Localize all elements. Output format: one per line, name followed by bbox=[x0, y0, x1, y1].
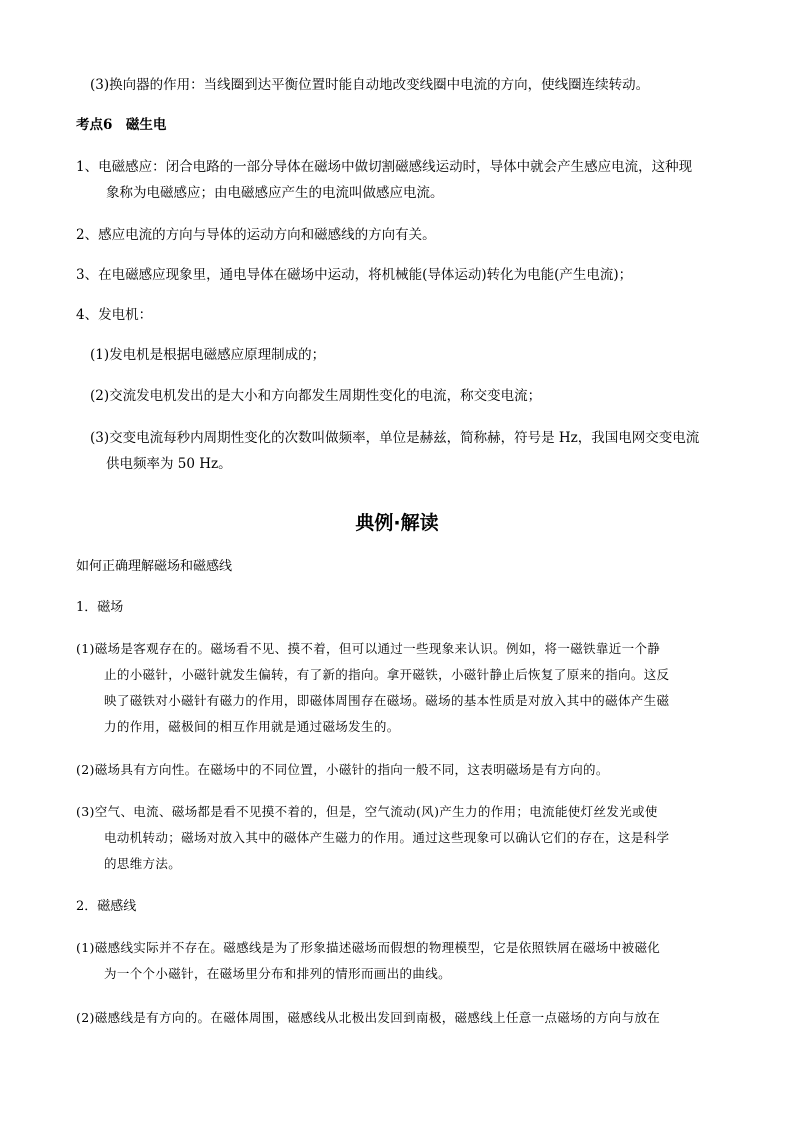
commutator-function-line: (3)换向器的作用：当线圈到达平衡位置时能自动地改变线圈中电流的方向，使线圈连续转动。 bbox=[90, 77, 650, 93]
magnetic-field-point-1-line-3: 映了磁铁对小磁针有磁力的作用，即磁体周围存在磁场。磁场的基本性质是对放入其中的磁体产生磁 bbox=[104, 693, 670, 708]
generator-item-3-line-1: (3)交变电流每秒内周期性变化的次数叫做频率，单位是赫兹，简称赫，符号是 Hz，我国电网交变电流 bbox=[90, 430, 700, 446]
generator-item-3-line-2: 供电频率为 50 Hz。 bbox=[106, 456, 232, 472]
generator-heading: 4、发电机： bbox=[76, 307, 153, 323]
magnetic-field-point-2: (2)磁场具有方向性。在磁场中的不同位置，小磁针的指向一般不同，这表明磁场是有方向的。 bbox=[76, 762, 609, 777]
magnetic-field-point-1-line-1: (1)磁场是客观存在的。磁场看不见、摸不着，但可以通过一些现象来认识。例如，将一磁铁靠近一个静 bbox=[76, 641, 661, 656]
induced-current-direction-line: 2、感应电流的方向与导体的运动方向和磁感线的方向有关。 bbox=[76, 227, 436, 243]
magnetic-field-point-3-line-3: 的思维方法。 bbox=[104, 856, 182, 871]
magnetic-field-point-1-line-4: 力的作用，磁极间的相互作用就是通过磁场发生的。 bbox=[104, 719, 400, 734]
magnetic-field-point-3-line-2: 电动机转动；磁场对放入其中的磁体产生磁力的作用。通过这些现象可以确认它们的存在，这是科学 bbox=[104, 830, 670, 845]
examples-title: 典例·解读 bbox=[355, 512, 439, 534]
magnetic-field-heading: 1．磁场 bbox=[76, 600, 124, 615]
em-induction-line-2: 象称为电磁感应；由电磁感应产生的电流叫做感应电流。 bbox=[106, 185, 444, 201]
field-lines-point-1-line-1: (1)磁感线实际并不存在。磁感线是为了形象描述磁场而假想的物理模型，它是依照铁屑在磁场中被磁化 bbox=[76, 940, 661, 955]
field-lines-point-2-line-1: (2)磁感线是有方向的。在磁体周围，磁感线从北极出发回到南极，磁感线上任意一点磁场的方向与放在 bbox=[76, 1010, 661, 1025]
magnetic-field-point-3-line-1: (3)空气、电流、磁场都是看不见摸不着的，但是，空气流动(风)产生力的作用；电流能使灯丝发光或使 bbox=[76, 804, 658, 819]
field-lines-point-1-line-2: 为一个个小磁针，在磁场里分布和排列的情形而画出的曲线。 bbox=[104, 966, 451, 981]
generator-item-2: (2)交流发电机发出的是大小和方向都发生周期性变化的电流，称交变电流； bbox=[90, 388, 542, 404]
field-lines-heading: 2．磁感线 bbox=[76, 899, 137, 914]
examples-intro: 如何正确理解磁场和磁感线 bbox=[76, 559, 233, 574]
section-heading: 考点6 磁生电 bbox=[76, 117, 167, 133]
generator-item-1: (1)发电机是根据电磁感应原理制成的； bbox=[90, 347, 326, 363]
magnetic-field-point-1-line-2: 止的小磁针，小磁针就发生偏转，有了新的指向。拿开磁铁，小磁针静止后恢复了原来的指向。这反 bbox=[104, 667, 670, 682]
energy-conversion-line: 3、在电磁感应现象里，通电导体在磁场中运动，将机械能(导体运动)转化为电能(产生电流)； bbox=[76, 267, 633, 283]
em-induction-line-1: 1、电磁感应：闭合电路的一部分导体在磁场中做切割磁感线运动时，导体中就会产生感应电流，这种现 bbox=[76, 159, 693, 175]
